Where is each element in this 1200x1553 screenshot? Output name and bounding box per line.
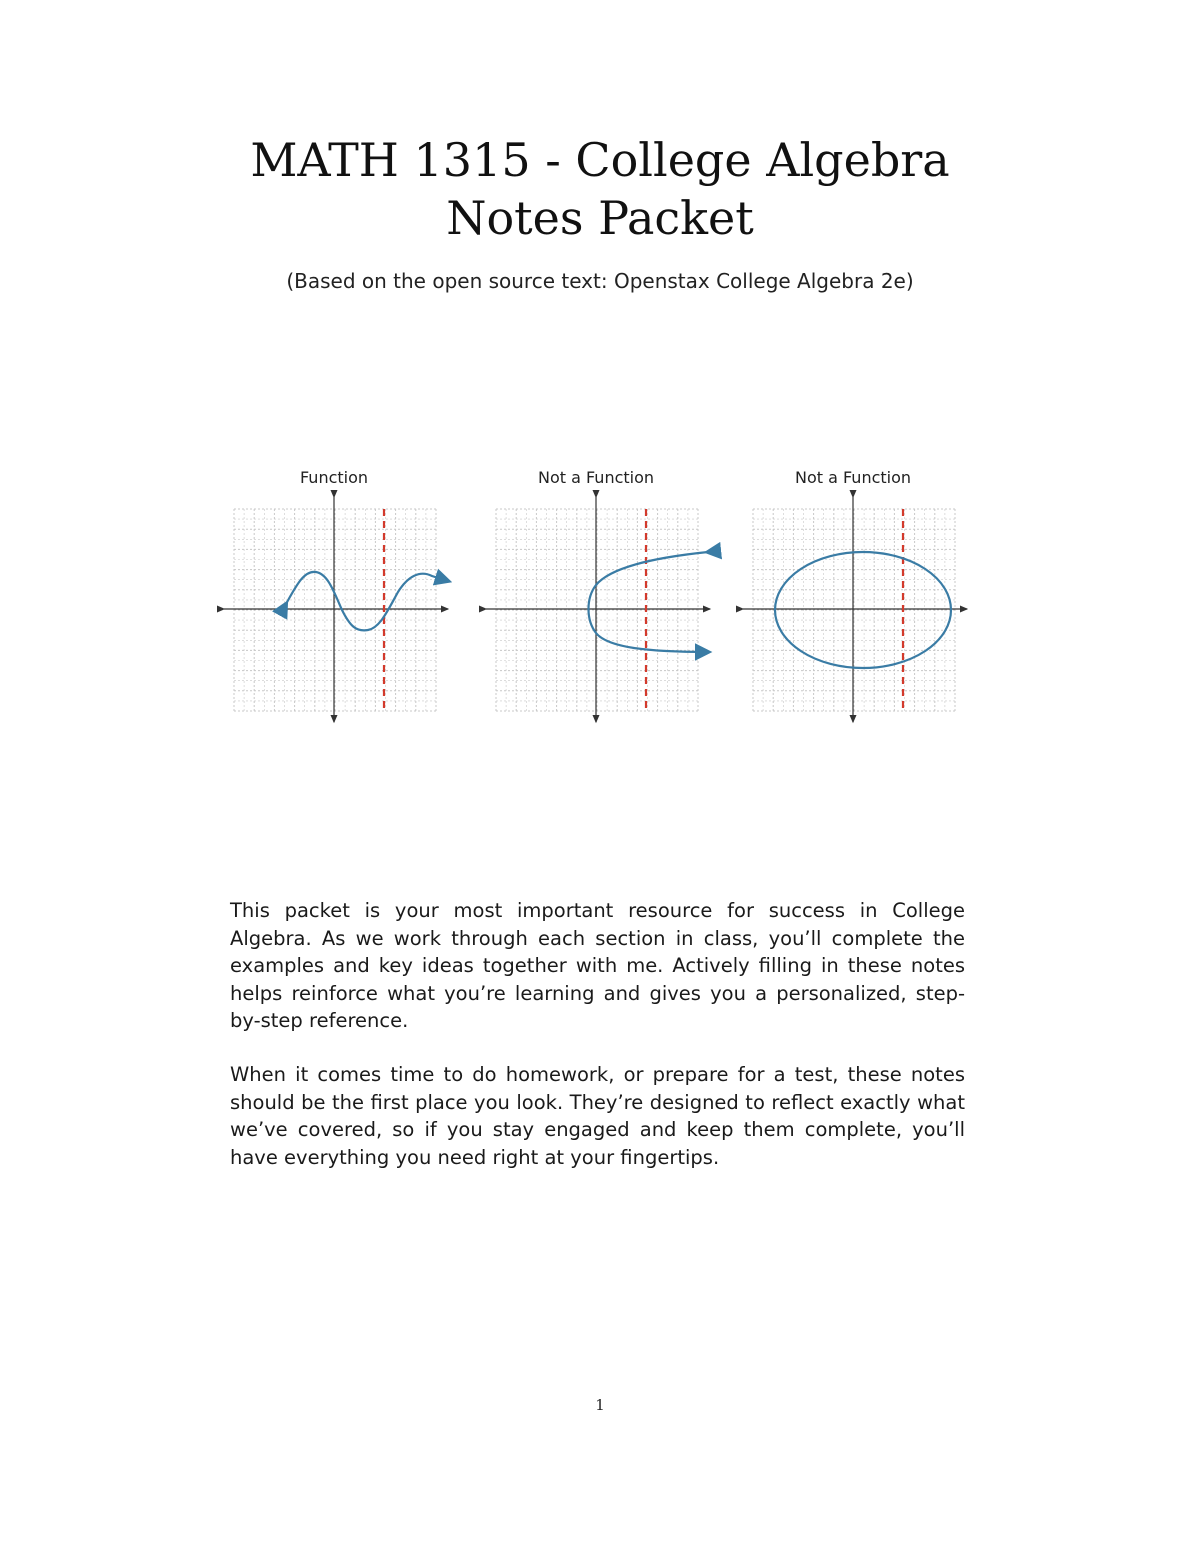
intro-paragraph: This packet is your most important resource for success in College Algebra. As we work through each section in class, you’ll complete the examples and key ideas together with me. Actively filling in these notes helps reinforce what you’re learning and gives you a personalized, step-by-step reference.	[230, 899, 965, 1032]
graph-panel-ellipse	[743, 468, 967, 722]
grid	[496, 509, 698, 711]
page-number: 1	[595, 1396, 605, 1414]
graph-title: Function	[299, 468, 369, 487]
parabola-curve	[589, 552, 709, 652]
usage-paragraph: When it comes time to do homework, or prepare for a test, these notes should be the first place you look. They’re designed to reflect exactly what we’ve covered, so if you stay engaged and keep them complete, you’ll have everything you need right at your fingertips.	[230, 1063, 965, 1169]
graph-title: Not a Function	[794, 468, 912, 487]
grid	[753, 509, 955, 711]
sine-curve	[286, 572, 448, 631]
document-subtitle-title: Notes Packet	[446, 191, 754, 245]
graph-title: Not a Function	[537, 468, 655, 487]
graph-panel-function	[224, 468, 448, 722]
document-title: MATH 1315 - College Algebra	[250, 133, 950, 187]
source-note: (Based on the open source text: Openstax College Algebra 2e)	[286, 269, 914, 293]
grid	[234, 509, 436, 711]
function-graphs-figure	[210, 460, 990, 740]
graph-panel-parabola	[486, 468, 710, 722]
